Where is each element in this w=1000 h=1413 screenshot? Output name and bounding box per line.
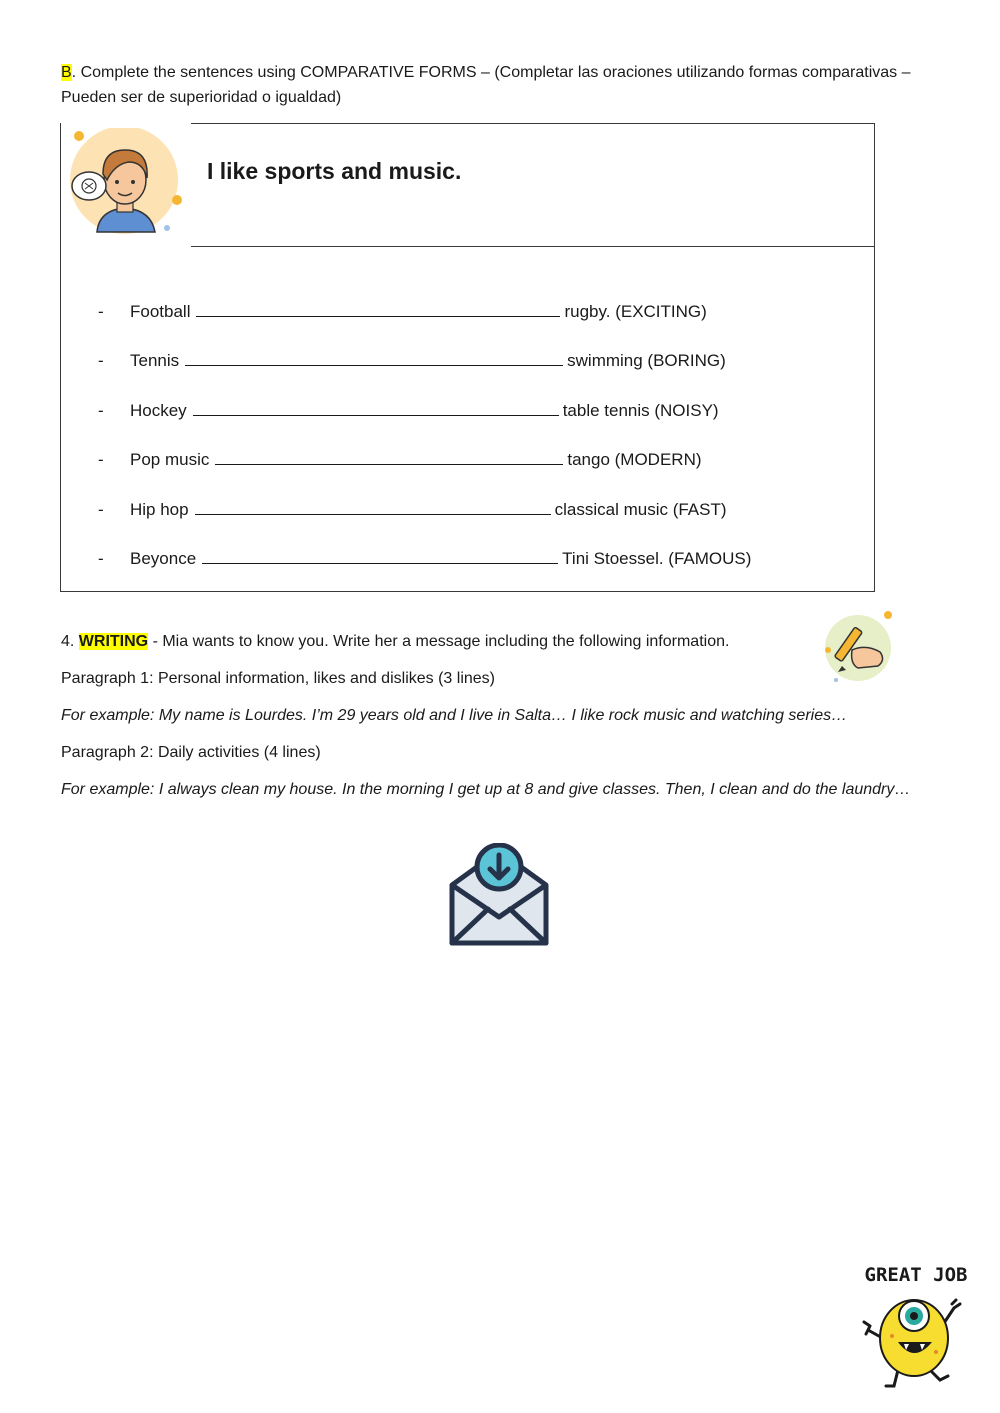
great-job-sticker: [856, 1264, 976, 1394]
answer-blank[interactable]: [195, 492, 551, 515]
answer-blank[interactable]: [202, 541, 558, 564]
writing-section: [61, 630, 941, 802]
answer-blank[interactable]: [196, 294, 560, 317]
writing-hand-icon: [822, 610, 897, 685]
list-dash: -: [98, 548, 104, 568]
paragraph1-example: For example: My name is Lourdes. I’m 29 years old and I live in Salta… I like rock music and watching series…: [61, 707, 848, 724]
speech-divider: [191, 246, 875, 247]
great-job-text: GREAT JOB: [864, 1264, 968, 1286]
exercise-subject: Hip hop: [130, 499, 189, 519]
list-dash: -: [98, 499, 104, 519]
section-b-text: . Complete the sentences using COMPARATIVE FORMS – (Completar las oraciones utilizando formas comparativas – Pueden ser de superioridad o igualdad): [61, 64, 911, 106]
exercise-rest: Tini Stoessel. (FAMOUS): [562, 548, 752, 568]
exercise-subject: Tennis: [130, 351, 180, 371]
section-b-instructions: [61, 60, 951, 110]
exercise-rest: table tennis (NOISY): [562, 400, 719, 420]
exercise-subject: Hockey: [130, 400, 187, 420]
exercise-item: [98, 442, 858, 491]
exercise-item: [98, 294, 858, 343]
exercise-rest: classical music (FAST): [554, 499, 727, 519]
exercise-item: [98, 393, 858, 442]
list-dash: -: [98, 302, 104, 321]
writing-number: 4.: [61, 633, 75, 650]
exercise-item: [98, 343, 858, 392]
exercise-subject: Football: [130, 302, 191, 321]
paragraph2-instruction: Paragraph 2: Daily activities (4 lines): [61, 744, 321, 761]
paragraph1-instruction: Paragraph 1: Personal information, likes and dislikes (3 lines): [61, 670, 495, 687]
exercise-rest: rugby. (EXCITING): [564, 302, 707, 321]
boy-avatar-icon: [67, 128, 185, 240]
section-b-letter: B: [61, 64, 72, 81]
writing-instruction: - Mia wants to know you. Write her a message including the following information.: [148, 633, 730, 650]
list-dash: -: [98, 450, 104, 470]
answer-blank[interactable]: [193, 393, 559, 416]
list-dash: -: [98, 400, 104, 420]
exercise-list: [98, 294, 858, 590]
monster-icon: [856, 1286, 976, 1390]
exercise-rest: tango (MODERN): [567, 450, 702, 470]
exercise-item: [98, 492, 858, 541]
exercise-subject: Beyonce: [130, 548, 197, 568]
list-dash: -: [98, 351, 104, 371]
exercise-item: [98, 541, 858, 590]
writing-heading: [61, 630, 941, 654]
speech-text: I like sports and music.: [207, 158, 462, 184]
envelope-download-icon: [444, 843, 554, 951]
answer-blank[interactable]: [215, 442, 563, 465]
answer-blank[interactable]: [185, 343, 563, 366]
exercise-subject: Pop music: [130, 450, 210, 470]
paragraph2-example: For example: I always clean my house. In the morning I get up at 8 and give classes. Then, I clean and do the laundry…: [61, 781, 911, 798]
writing-label: WRITING: [78, 633, 149, 650]
exercise-rest: swimming (BORING): [567, 351, 726, 371]
